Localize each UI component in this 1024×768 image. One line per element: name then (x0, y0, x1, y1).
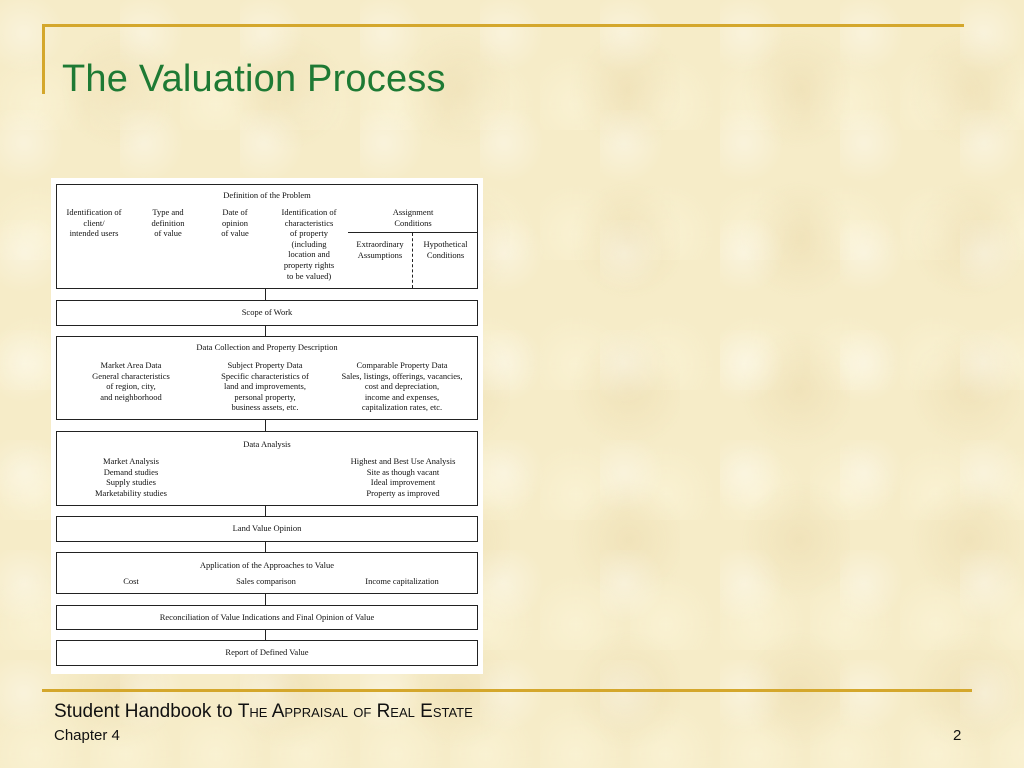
approach-sales-comparison: Sales comparison (236, 576, 296, 586)
page-number: 2 (953, 727, 962, 744)
connector (265, 506, 266, 516)
approaches-heading: Application of the Approaches to Value (199, 560, 335, 570)
approach-cost: Cost (123, 576, 139, 586)
footer-rule (42, 689, 972, 692)
market-analysis: Market Analysis Demand studies Supply studies Marketability studies (94, 456, 167, 498)
footer-chapter: Chapter 4 (54, 727, 120, 744)
market-area-data: Market Area Data General characteristics of region, city, and neighborhood (92, 360, 170, 402)
connector (265, 326, 266, 336)
extraordinary-assumptions: Extraordinary Assumptions (356, 239, 404, 260)
connector (265, 630, 266, 640)
footer-book-title: The Appraisal of Real Estate (237, 701, 473, 722)
problem-item-client: Identification of client/ intended users (66, 207, 122, 239)
assignment-divider-horizontal (348, 232, 478, 233)
problem-definition-heading: Definition of the Problem (223, 190, 311, 200)
connector (265, 420, 266, 431)
left-rule (42, 24, 45, 94)
valuation-process-diagram (51, 178, 483, 674)
subject-property-data: Subject Property Data Specific characteristics of land and improvements, personal property, business assets, etc. (221, 360, 309, 413)
assignment-conditions-heading: Assignment Conditions (392, 207, 434, 228)
report-label: Report of Defined Value (225, 647, 309, 657)
data-collection-heading: Data Collection and Property Description (196, 342, 338, 352)
reconciliation-label: Reconciliation of Value Indications and Final Opinion of Value (159, 612, 375, 622)
scope-of-work-label: Scope of Work (241, 307, 293, 317)
connector (265, 542, 266, 552)
footer-title-prefix: Student Handbook to (54, 701, 238, 722)
problem-item-characteristics: Identification of characteristics of property (including location and property rights to be valued) (281, 207, 337, 281)
footer-title (54, 701, 473, 723)
land-value-opinion-label: Land Value Opinion (232, 523, 302, 533)
hypothetical-conditions: Hypothetical Conditions (423, 239, 468, 260)
top-rule (42, 24, 964, 27)
approaches-box (56, 552, 478, 594)
problem-item-value-type: Type and definition of value (151, 207, 185, 239)
connector (265, 594, 266, 605)
approach-income-capitalization: Income capitalization (365, 576, 439, 586)
highest-best-use-analysis: Highest and Best Use Analysis Site as though vacant Ideal improvement Property as improved (350, 456, 456, 498)
comparable-property-data: Comparable Property Data Sales, listings, offerings, vacancies, cost and depreciation, income and expenses, capitalization rates, etc. (341, 360, 463, 413)
problem-item-date: Date of opinion of value (221, 207, 249, 239)
connector (265, 289, 266, 300)
data-analysis-heading: Data Analysis (243, 439, 291, 449)
slide-title: The Valuation Process (62, 58, 446, 100)
